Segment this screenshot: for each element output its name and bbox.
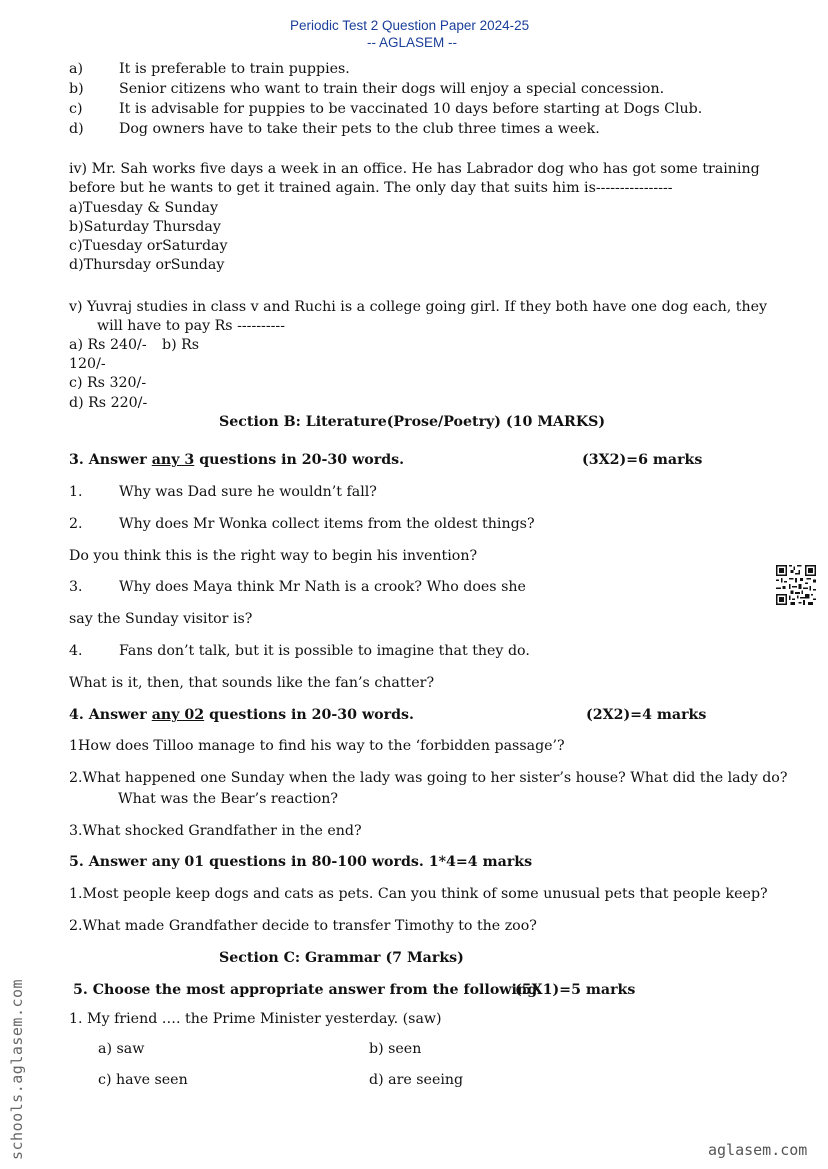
- option-label: c): [69, 101, 83, 117]
- heading-prefix: 3. Answer: [69, 452, 152, 468]
- option-label: b): [69, 81, 84, 97]
- grammar-option-d: d) are seeing: [369, 1072, 464, 1088]
- side-watermark: schools.aglasem.com: [8, 978, 26, 1160]
- option-text: Senior citizens who want to train their dogs will enjoy a special concession.: [119, 81, 665, 97]
- option-c: [69, 100, 702, 118]
- section-c-title: Section C: Grammar (7 Marks): [219, 950, 464, 966]
- question-v-option-b: b) Rs: [162, 337, 200, 353]
- question-5-item-2: 2.What made Grandfather decide to transfer Timothy to the zoo?: [69, 918, 537, 934]
- option-text: It is preferable to train puppies.: [119, 61, 350, 77]
- question-3-item-3: [69, 578, 526, 596]
- question-4-item-1: 1How does Tilloo manage to find his way to the ‘forbidden passage’?: [69, 738, 565, 754]
- question-iv-line2: before but he wants to get it trained again. The only day that suits him is----------------: [69, 180, 673, 196]
- question-iv-option-d: d)Thursday orSunday: [69, 257, 225, 273]
- question-3-marks: (3X2)=6 marks: [582, 452, 703, 468]
- question-iv-option-c: c)Tuesday orSaturday: [69, 238, 228, 254]
- question-v-option-b-cont: 120/-: [69, 356, 106, 372]
- option-text: It is advisable for puppies to be vaccinated 10 days before starting at Dogs Club.: [119, 101, 703, 117]
- question-v-option-d: d) Rs 220/-: [69, 395, 148, 411]
- heading-suffix: questions in 20-30 words.: [194, 452, 405, 468]
- page-header-title: Periodic Test 2 Question Paper 2024-25: [290, 18, 530, 33]
- question-4-item-2: 2.What happened one Sunday when the lady was going to her sister’s house? What did the lady do?: [69, 770, 788, 786]
- section-b-title: Section B: Literature(Prose/Poetry) (10 MARKS): [219, 414, 606, 430]
- heading-suffix: questions in 20-30 words.: [204, 707, 414, 723]
- question-3-heading: [69, 451, 404, 469]
- item-text: Why does Maya think Mr Nath is a crook? Who does she: [119, 579, 526, 595]
- option-d: [69, 120, 600, 138]
- question-5-item-1: 1.Most people keep dogs and cats as pets. Can you think of some unusual pets that people keep?: [69, 886, 768, 902]
- question-3-item-1: [69, 483, 377, 501]
- grammar-option-a: a) saw: [98, 1041, 145, 1057]
- question-v-line2: will have to pay Rs ----------: [97, 318, 286, 334]
- grammar-question-heading: 5. Choose the most appropriate answer from the following.: [73, 982, 543, 998]
- grammar-question-1: 1. My friend …. the Prime Minister yesterday. (saw): [69, 1011, 442, 1027]
- option-label: a): [69, 61, 83, 77]
- question-3-item-4: [69, 642, 530, 660]
- question-4-marks: (2X2)=4 marks: [586, 707, 707, 723]
- item-number: 2.: [69, 516, 83, 532]
- question-4-item-3: 3.What shocked Grandfather in the end?: [69, 823, 362, 839]
- option-a: [69, 60, 350, 78]
- question-4-item-2-cont: What was the Bear’s reaction?: [118, 791, 338, 807]
- grammar-option-c: c) have seen: [98, 1072, 188, 1088]
- page-header-subtitle: -- AGLASEM --: [367, 35, 458, 50]
- heading-emphasis: any 3: [151, 452, 195, 468]
- heading-emphasis: any 02: [151, 707, 205, 723]
- question-3-item-3-cont: say the Sunday visitor is?: [69, 611, 253, 627]
- item-number: 3.: [69, 579, 83, 595]
- item-text: Fans don’t talk, but it is possible to imagine that they do.: [119, 643, 530, 659]
- question-5-heading: 5. Answer any 01 questions in 80-100 words. 1*4=4 marks: [69, 854, 533, 870]
- item-number: 4.: [69, 643, 83, 659]
- option-label: d): [69, 121, 84, 137]
- option-b: [69, 80, 664, 98]
- item-number: 1.: [69, 484, 83, 500]
- item-text: Why does Mr Wonka collect items from the oldest things?: [119, 516, 535, 532]
- question-v-option-c: c) Rs 320/-: [69, 375, 147, 391]
- grammar-question-marks: (5X1)=5 marks: [515, 982, 636, 998]
- question-3-item-2-cont: Do you think this is the right way to begin his invention?: [69, 548, 478, 564]
- question-v-line1: v) Yuvraj studies in class v and Ruchi is a college going girl. If they both have one dog each, they: [69, 299, 767, 315]
- question-iv-option-a: a)Tuesday & Sunday: [69, 200, 219, 216]
- question-3-item-2: [69, 515, 535, 533]
- question-iv-line1: iv) Mr. Sah works five days a week in an office. He has Labrador dog who has got some training: [69, 161, 760, 177]
- question-3-item-4-cont: What is it, then, that sounds like the fan’s chatter?: [69, 675, 435, 691]
- heading-prefix: 4. Answer: [69, 707, 152, 723]
- question-v-option-a: a) Rs 240/-: [69, 337, 147, 353]
- option-text: Dog owners have to take their pets to the club three times a week.: [119, 121, 600, 137]
- qr-code-icon[interactable]: [776, 565, 816, 605]
- grammar-option-b: b) seen: [369, 1041, 422, 1057]
- footer-watermark[interactable]: aglasem.com: [708, 1141, 808, 1159]
- question-iv-option-b: b)Saturday Thursday: [69, 219, 221, 235]
- item-text: Why was Dad sure he wouldn’t fall?: [119, 484, 377, 500]
- question-4-heading: [69, 706, 414, 724]
